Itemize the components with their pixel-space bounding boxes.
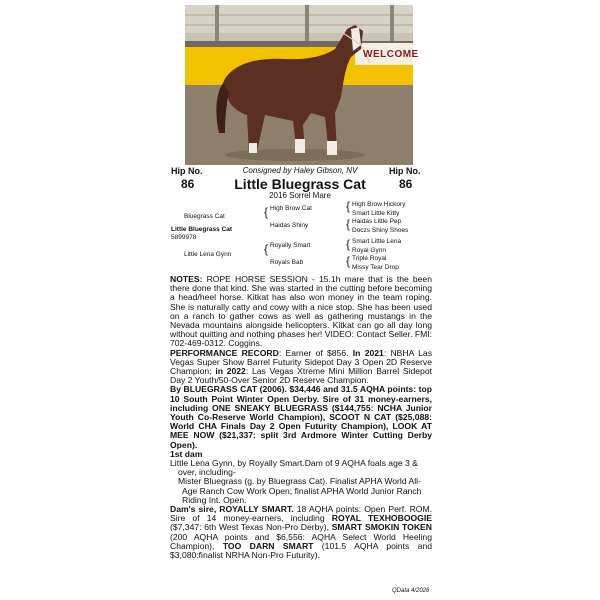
notes-paragraph [170,275,432,349]
hip-label-right: Hip No. [389,166,421,176]
pedigree-ggp-6: Royal Gynn [352,247,386,254]
dams-sire-text: (101.5 AQHA points and $3,080:finalist NRHA Non-Pro Futurity). [170,540,432,561]
pedigree-ggp-4: Doczs Shiny Shoes [352,227,409,234]
pedigree-ggp-2: Smart Little Kitty [352,210,400,217]
pedigree-brace: { [346,237,351,251]
notes-label: NOTES: [170,274,203,284]
first-dam-line: Little Lena Gynn, by Royally Smart.Dam of 9 AQHA foals age 3 & over, including- [170,458,418,478]
photo-banner-text: WELCOME [363,49,419,60]
consignor-line: Consigned by Haley Gibson, NV [242,166,358,175]
pedigree-dam-dam: Royals Bab [270,259,304,266]
hip-number-right: 86 [399,177,413,191]
performance-year: in 2022 [215,366,246,377]
horse-name: Little Bluegrass Cat [234,176,366,192]
catalog-body [170,275,432,560]
data-credit: QData 4/2026 [392,588,430,594]
performance-year: In 2021 [352,347,384,358]
performance-text: : Las Vegas Xtreme Mini Million Barrel Sidepot Day 2 Youth/50-Over Senior 2D Reserve Champion. [170,366,432,386]
pedigree-dam: Little Lena Gynn [184,251,232,258]
performance-label: PERFORMANCE RECORD [170,347,279,358]
horse-description: 2016 Sorrel Mare [269,191,331,200]
pedigree-ggp-7: Triple Royal [352,255,387,262]
horse-photo-illustration [185,5,413,165]
pedigree-brace: { [346,199,351,213]
pedigree-ggp-8: Missy Tear Drop [352,264,399,271]
horse-photo [185,5,419,165]
pedigree-brace: { [264,242,269,256]
performance-text: : NBHA Las Vegas Super Show Barrel Futurity Sidepot Day 3 Open 2D Reserve Champion; [170,347,432,377]
pedigree-sire: Bluegrass Cat [184,213,225,220]
first-dam-label: 1st dam [170,448,203,459]
pedigree-dam-sire: Royally Smart [270,242,311,249]
dams-sire-paragraph [170,505,432,560]
dams-sire-label: Dam's sire, ROYALLY SMART. [170,504,294,515]
notes-text: ROPE HORSE SESSION - 15.1h mare that is the been there done that kind. She was started in the cutting before becoming a head/heel horse. Kitkat has also won money in the team roping. She is naturally catty and cowy with a nice stop. She has been used on a ranch to gather cows as well as gathering mustangs in the Nevada mountains alongside helicopters. Kitkat can go all day long without quitting and nothing phases her! VIDEO: Contact Seller. FMI: 702-469-0312. Coggins. [170,274,432,349]
dams-sire-highlight: SMART SMOKIN TOKEN [331,522,432,533]
dams-sire-text: ($7,347: 6th West Texas Non-Pro Derby), [170,522,332,533]
hip-label-left: Hip No. [171,166,203,176]
pedigree-ggp-1: High Brow Hickory [352,201,406,208]
pedigree-brace: { [346,254,351,268]
pedigree-brace: { [264,205,269,219]
pedigree-ggp-3: Haidas Little Pep [352,218,402,225]
pedigree-horse: Little Bluegrass Cat [171,226,233,233]
pedigree-registration: 5899978 [171,234,197,241]
dams-sire-highlight: ROYAL TEXHOBOOGIE [331,513,432,524]
dams-sire-text: 18 AQHA points: Open Perf. ROM. Sire of 14 money-earners, including [170,504,433,524]
dams-sire-highlight: TOO DARN SMART [222,540,314,551]
pedigree-brace: { [346,217,351,231]
performance-paragraph [170,349,432,386]
first-dam-produce: Mister Bluegrass (g. by Bluegrass Cat). Finalist APHA World All-Age Ranch Cow Work Open; finalist APHA World Junior Ranch Riding Int. Open. [178,476,422,505]
pedigree-sire-dam: Haidas Shiny [270,222,309,229]
pedigree-ggp-5: Smart Little Lena [352,238,402,245]
dams-sire-text: (200 AQHA points and $6,556: AQHA Select World Heeling Champion), [170,531,432,551]
hip-number-left: 86 [181,177,195,191]
pedigree-sire-sire: High Brow Cat [270,205,312,212]
sire-paragraph: By BLUEGRASS CAT (2006). $34,446 and 31.5 AQHA points: top 10 South Point Winter Open Derby. Sire of 31 money-earners, including ONE SNEAKY BLUEGRASS ($144,755: NCHA Junior Youth Co-Reserve World Champion), SCOOT N CAT ($25,088: World CHA Finals Day 2 Open Futurity Champion), LOOK AT MEE NOW ($21,337: split 3rd Ardmore Winter Cutting Derby Open). [170,384,432,450]
performance-text: : Earner of $856. [278,347,353,358]
